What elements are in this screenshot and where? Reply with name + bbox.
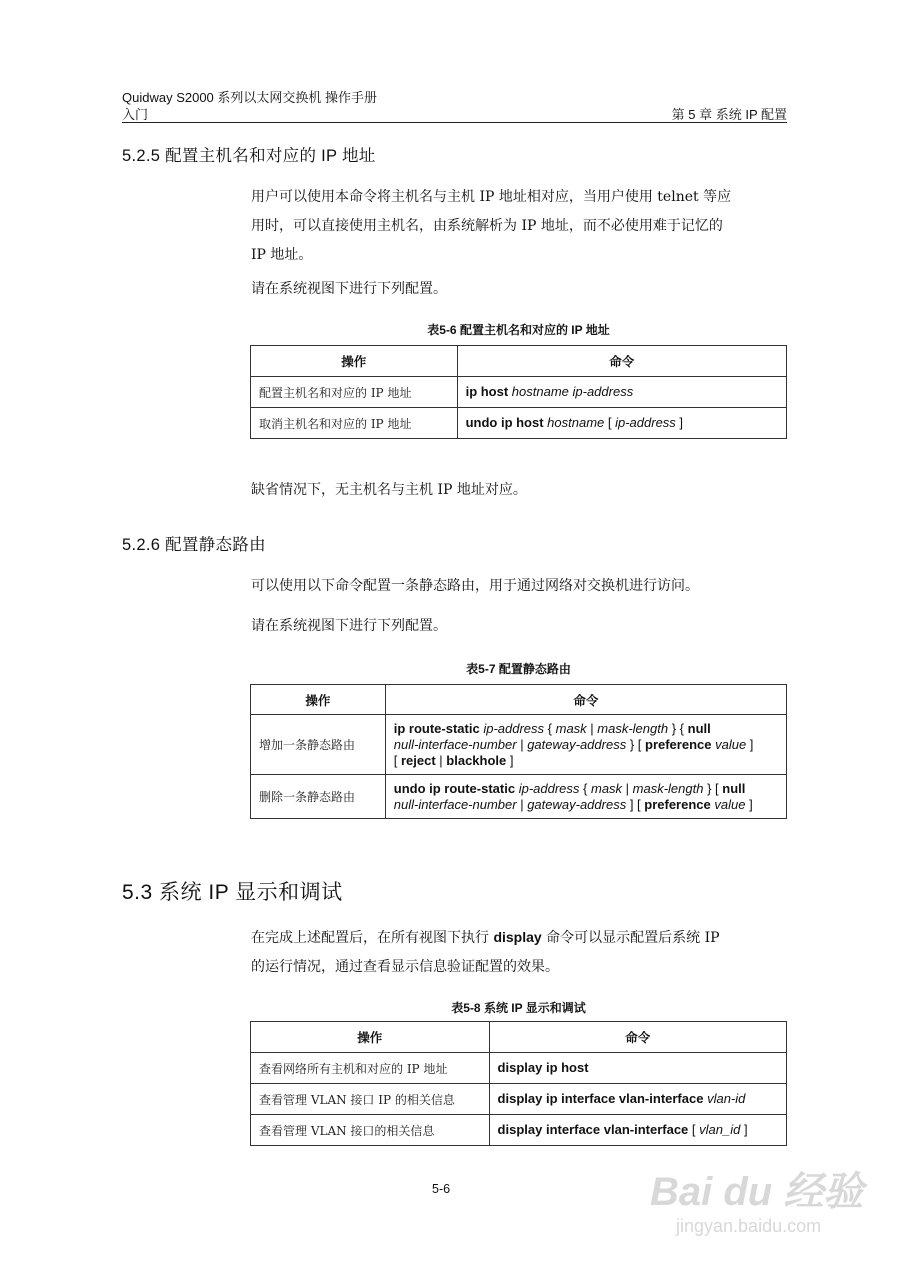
command-syntax: [: [688, 1122, 700, 1137]
command-argument: hostname: [547, 415, 605, 430]
table-header-row: [251, 346, 787, 377]
table-5-8-caption: 表5-8 系统 IP 显示和调试: [451, 1001, 586, 1015]
command-argument: value: [714, 796, 746, 812]
table-header-row: [251, 685, 787, 715]
command-syntax: |: [586, 720, 598, 736]
paragraph-hostname-intro: [251, 183, 791, 270]
command-argument: gateway-address: [527, 736, 627, 752]
command-argument: vlan-id: [707, 1091, 746, 1106]
command-syntax: |: [435, 752, 447, 768]
display-command-keyword: display: [493, 929, 542, 945]
paragraph-system-view-note: 请在系统视图下进行下列配置。: [251, 618, 447, 634]
command-argument: mask-length: [632, 780, 704, 796]
command-cell: [385, 775, 786, 819]
table-5-8: [250, 1021, 787, 1146]
paragraph-system-view-note: 请在系统视图下进行下列配置。: [251, 281, 447, 297]
command-keyword: undo ip route-static: [393, 780, 519, 796]
command-argument: mask: [590, 780, 623, 796]
paragraph-line: IP 地址。: [251, 247, 313, 263]
operation-cell: 增加一条静态路由: [251, 715, 386, 775]
col-header-operation: 操作: [251, 346, 458, 377]
watermark-logo: Bai du 经验: [650, 1170, 864, 1214]
command-keyword: null: [722, 780, 746, 796]
watermark-url: jingyan.baidu.com: [676, 1216, 822, 1236]
header-section-label: 入门: [122, 107, 149, 122]
table-5-6: [250, 345, 787, 439]
col-header-operation: 操作: [251, 685, 386, 715]
page-number: 5-6: [432, 1182, 451, 1196]
command-cell: [457, 408, 786, 439]
command-argument: null-interface-number: [393, 796, 517, 812]
command-argument: hostname ip-address: [511, 384, 634, 399]
command-syntax: ]: [746, 736, 754, 752]
table-5-7: [250, 684, 787, 819]
command-syntax: } [: [703, 780, 723, 796]
paragraph-line: 用户可以使用本命令将主机名与主机 IP 地址相对应，当用户使用 telnet 等应: [251, 189, 732, 205]
heading-5-3: 5.3 系统 IP 显示和调试: [122, 881, 343, 904]
operation-cell: 配置主机名和对应的 IP 地址: [251, 377, 458, 408]
heading-5-2-6: 5.2.6 配置静态路由: [122, 536, 266, 554]
command-syntax: |: [516, 736, 528, 752]
command-keyword: display interface vlan-interface: [497, 1122, 689, 1137]
operation-cell: 查看管理 VLAN 接口 IP 的相关信息: [251, 1084, 490, 1115]
command-cell: [489, 1084, 786, 1115]
command-keyword: ip host: [465, 384, 512, 399]
command-syntax: [: [604, 415, 616, 430]
command-syntax: } [: [626, 736, 645, 752]
command-syntax: |: [516, 796, 528, 812]
command-keyword: display ip host: [497, 1060, 589, 1075]
command-cell: [385, 715, 786, 775]
operation-cell: 查看管理 VLAN 接口的相关信息: [251, 1115, 490, 1146]
command-syntax: |: [622, 780, 633, 796]
col-header-command: 命令: [385, 685, 786, 715]
command-keyword: undo ip host: [465, 415, 548, 430]
col-header-command: 命令: [457, 346, 786, 377]
paragraph-line: 用时，可以直接使用主机名，由系统解析为 IP 地址，而不必使用难于记忆的: [251, 218, 723, 234]
command-syntax: ]: [506, 752, 514, 768]
command-keyword: display ip interface vlan-interface: [497, 1091, 708, 1106]
command-syntax: } {: [668, 720, 688, 736]
command-keyword: ip route-static: [393, 720, 484, 736]
command-syntax: ] [: [626, 796, 645, 812]
paragraph-display-intro: [251, 923, 791, 982]
table-row: [251, 408, 787, 439]
heading-5-2-5: 5.2.5 配置主机名和对应的 IP 地址: [122, 147, 376, 165]
table-row: [251, 775, 787, 819]
table-5-7-caption: 表5-7 配置静态路由: [466, 662, 571, 676]
table-row: [251, 1053, 787, 1084]
operation-cell: 删除一条静态路由: [251, 775, 386, 819]
table-row: [251, 715, 787, 775]
command-argument: mask-length: [597, 720, 669, 736]
operation-cell: 查看网络所有主机和对应的 IP 地址: [251, 1053, 490, 1084]
header-chapter-label: 第 5 章 系统 IP 配置: [671, 107, 787, 122]
command-argument: ip-address: [615, 415, 676, 430]
command-keyword: blackhole: [446, 752, 507, 768]
command-keyword: preference: [645, 736, 712, 752]
col-header-command: 命令: [489, 1022, 786, 1053]
text-fragment: 命令可以显示配置后系统 IP: [541, 930, 720, 946]
header-rule: [122, 122, 787, 123]
paragraph-line: [251, 923, 791, 953]
command-keyword: reject: [400, 752, 436, 768]
command-keyword: preference: [644, 796, 711, 812]
table-5-6-caption: 表5-6 配置主机名和对应的 IP 地址: [427, 323, 610, 337]
table-header-row: [251, 1022, 787, 1053]
command-argument: vlan_id: [699, 1122, 741, 1137]
table-row: [251, 1115, 787, 1146]
command-argument: mask: [555, 720, 587, 736]
command-keyword: null: [687, 720, 711, 736]
command-syntax: ]: [745, 796, 753, 812]
paragraph-default-note: 缺省情况下，无主机名与主机 IP 地址对应。: [251, 482, 527, 498]
command-cell: [489, 1115, 786, 1146]
command-argument: value: [715, 736, 747, 752]
header-product-title: Quidway S2000 系列以太网交换机 操作手册: [122, 90, 378, 105]
command-argument: gateway-address: [527, 796, 627, 812]
command-syntax: {: [579, 780, 591, 796]
command-cell: [457, 377, 786, 408]
command-argument: ip-address: [518, 780, 580, 796]
text-fragment: 在完成上述配置后，在所有视图下执行: [251, 930, 494, 946]
table-row: [251, 1084, 787, 1115]
table-row: [251, 377, 787, 408]
paragraph-line: 的运行情况，通过查看显示信息验证配置的效果。: [251, 959, 559, 975]
command-syntax: [: [393, 752, 401, 768]
command-argument: null-interface-number: [393, 736, 517, 752]
command-syntax: {: [544, 720, 556, 736]
paragraph-static-route-intro: 可以使用以下命令配置一条静态路由，用于通过网络对交换机进行访问。: [251, 578, 699, 594]
command-argument: ip-address: [483, 720, 545, 736]
col-header-operation: 操作: [251, 1022, 490, 1053]
command-syntax: ]: [740, 1122, 748, 1137]
command-syntax: ]: [675, 415, 684, 430]
operation-cell: 取消主机名和对应的 IP 地址: [251, 408, 458, 439]
command-cell: [489, 1053, 786, 1084]
